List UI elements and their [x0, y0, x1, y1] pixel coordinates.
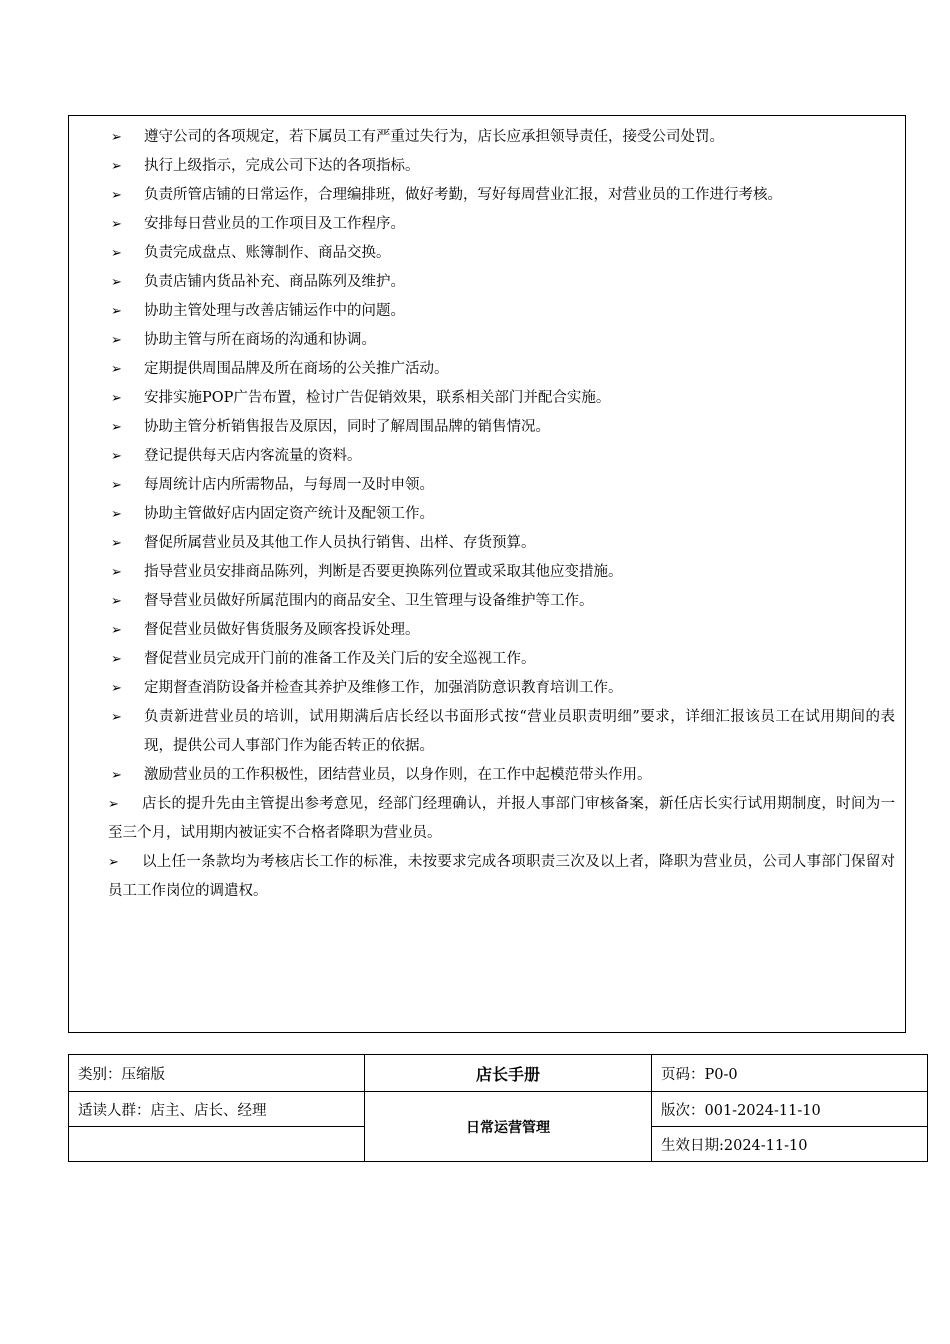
arrow-bullet-icon: ➢: [111, 623, 122, 638]
list-item: ➢ 督导营业员做好所属范围内的商品安全、卫生管理与设备维护等工作。: [69, 587, 905, 616]
list-item: ➢ 负责新进营业员的培训，试用期满后店长经以书面形式按“营业员职责明细”要求，详细汇报该员工在试用期间的表现，提供公司人事部门作为能否转正的依据。: [69, 703, 905, 761]
arrow-bullet-icon: ➢: [111, 333, 122, 348]
list-item: ➢ 每周统计店内所需物品，与每周一及时申领。: [69, 471, 905, 500]
empty-cell: [69, 1127, 365, 1162]
arrow-bullet-icon: ➢: [111, 768, 122, 783]
list-item: ➢ 登记提供每天店内客流量的资料。: [69, 442, 905, 471]
arrow-bullet-icon: ➢: [111, 188, 122, 203]
list-item: ➢ 协助主管与所在商场的沟通和协调。: [69, 326, 905, 355]
list-item: ➢ 督促所属营业员及其他工作人员执行销售、出样、存货预算。: [69, 529, 905, 558]
responsibility-list: [69, 123, 905, 906]
list-item: ➢ 督促营业员完成开门前的准备工作及关门后的安全巡视工作。: [69, 645, 905, 674]
document-subtitle-cell: [365, 1092, 652, 1162]
list-item: ➢ 执行上级指示，完成公司下达的各项指标。: [69, 152, 905, 181]
document-footer-table: [68, 1054, 928, 1162]
arrow-bullet-icon: ➢: [108, 855, 119, 870]
list-item: ➢ 安排实施POP广告布置，检讨广告促销效果，联系相关部门并配合实施。: [69, 384, 905, 413]
effective-date-cell: 生效日期:2024-11-10: [652, 1127, 928, 1162]
arrow-bullet-icon: ➢: [111, 159, 122, 174]
document-subtitle: 日常运营管理: [466, 1119, 550, 1136]
category-cell: 类别：压缩版: [69, 1055, 365, 1092]
arrow-bullet-icon: ➢: [111, 304, 122, 319]
arrow-bullet-icon: ➢: [111, 130, 122, 145]
list-item: ➢ 负责所管店铺的日常运作，合理编排班，做好考勤，写好每周营业汇报，对营业员的工作进行考核。: [69, 181, 905, 210]
arrow-bullet-icon: ➢: [111, 217, 122, 232]
arrow-bullet-icon: ➢: [111, 536, 122, 551]
document-title-cell: [365, 1055, 652, 1092]
list-item: ➢ 督促营业员做好售货服务及顾客投诉处理。: [69, 616, 905, 645]
arrow-bullet-icon: ➢: [111, 420, 122, 435]
list-item: ➢ 遵守公司的各项规定，若下属员工有严重过失行为，店长应承担领导责任，接受公司处罚。: [69, 123, 905, 152]
arrow-bullet-icon: ➢: [111, 710, 122, 725]
arrow-bullet-icon: ➢: [111, 362, 122, 377]
list-item: ➢ 安排每日营业员的工作项目及工作程序。: [69, 210, 905, 239]
arrow-bullet-icon: ➢: [111, 594, 122, 609]
arrow-bullet-icon: ➢: [111, 449, 122, 464]
arrow-bullet-icon: ➢: [108, 797, 119, 812]
document-title: 店长手册: [475, 1064, 540, 1084]
list-item: ➢ 定期督查消防设备并检查其养护及维修工作，加强消防意识教育培训工作。: [69, 674, 905, 703]
list-item: ➢ 指导营业员安排商品陈列，判断是否要更换陈列位置或采取其他应变措施。: [69, 558, 905, 587]
list-item: ➢ 协助主管处理与改善店铺运作中的问题。: [69, 297, 905, 326]
arrow-bullet-icon: ➢: [111, 507, 122, 522]
page-code-cell: 页码：P0-0: [652, 1055, 928, 1092]
arrow-bullet-icon: ➢: [111, 565, 122, 580]
list-item: ➢ 负责店铺内货品补充、商品陈列及维护。: [69, 268, 905, 297]
version-cell: 版次：001-2024-11-10: [652, 1092, 928, 1127]
list-item: ➢ 激励营业员的工作积极性，团结营业员，以身作则，在工作中起模范带头作用。: [69, 761, 905, 790]
list-item: ➢ 店长的提升先由主管提出参考意见，经部门经理确认，并报人事部门审核备案，新任店长实行试用期制度，时间为一至三个月，试用期内被证实不合格者降职为营业员。: [69, 790, 905, 848]
arrow-bullet-icon: ➢: [111, 246, 122, 261]
list-item: ➢ 定期提供周围品牌及所在商场的公关推广活动。: [69, 355, 905, 384]
list-item: ➢ 负责完成盘点、账簿制作、商品交换。: [69, 239, 905, 268]
audience-cell: 适读人群：店主、店长、经理: [69, 1092, 365, 1127]
arrow-bullet-icon: ➢: [111, 681, 122, 696]
arrow-bullet-icon: ➢: [111, 652, 122, 667]
content-box: [68, 115, 906, 1033]
list-item: ➢ 协助主管分析销售报告及原因，同时了解周围品牌的销售情况。: [69, 413, 905, 442]
arrow-bullet-icon: ➢: [111, 478, 122, 493]
arrow-bullet-icon: ➢: [111, 275, 122, 290]
arrow-bullet-icon: ➢: [111, 391, 122, 406]
list-item: ➢ 以上任一条款均为考核店长工作的标准，未按要求完成各项职责三次及以上者，降职为营业员，公司人事部门保留对员工工作岗位的调遣权。: [69, 848, 905, 906]
list-item: ➢ 协助主管做好店内固定资产统计及配领工作。: [69, 500, 905, 529]
